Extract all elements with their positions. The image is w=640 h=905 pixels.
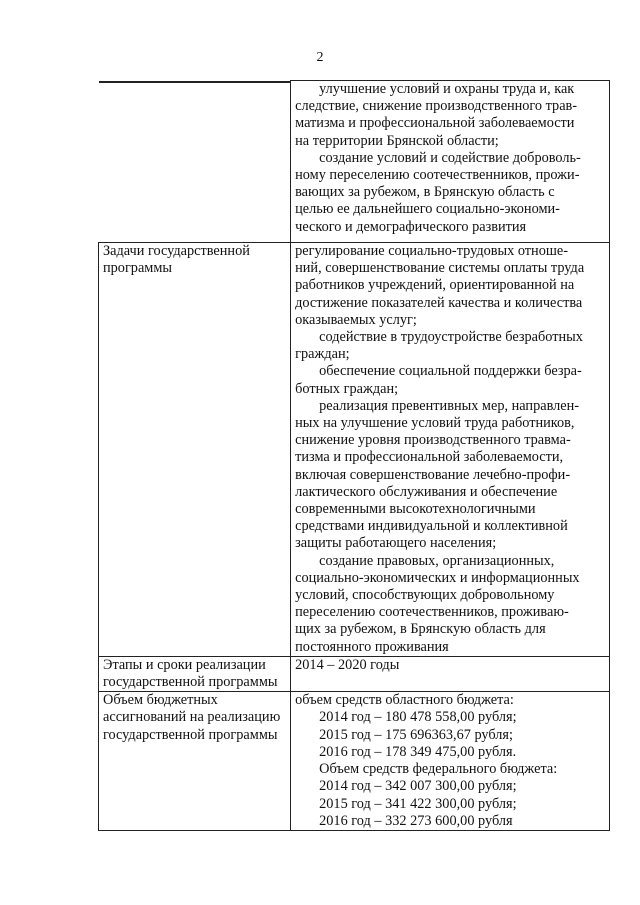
table-row-budget	[99, 692, 610, 831]
stages-value: 2014 – 2020 годы	[295, 656, 400, 673]
row-content	[291, 243, 610, 657]
page-number: 2	[316, 50, 324, 65]
regional-budget-heading: объем средств областного бюджета:	[295, 692, 514, 709]
regional-budget-item: 2014 год – 180 478 558,00 рубля;	[319, 709, 517, 726]
federal-budget-heading: Объем средств федерального бюджета:	[319, 761, 558, 778]
goal-paragraph: создание условий и содействие доброволь- ному переселению соотечественников, прожи- вающих за рубежом, в Брянскую область с целью ее дальнейшего социально-экономи- ческого и демографического развития	[295, 149, 581, 235]
federal-budget-item: 2015 год – 341 422 300,00 рубля;	[319, 795, 517, 812]
task-paragraph: реализация превентивных мер, направлен- ных на улучшение условий труда работников, снижение уровня производственного травма- тизма и профессиональной заболеваемости, включая совершенствование лечебно-профи- лактического обслуживания и обеспечение современными высокотехнологичными средствами индивидуальной и коллективной защиты работающего населения;	[295, 397, 580, 552]
budget-label: Объем бюджетных ассигнований на реализацию государственной программы	[103, 692, 281, 743]
stages-label: Этапы и сроки реализации государственной программы	[103, 656, 278, 691]
federal-budget-item: 2014 год – 342 007 300,00 рубля;	[319, 778, 517, 795]
goal-paragraph: улучшение условий и охраны труда и, как следствие, снижение производственного трав- матизма и профессиональной заболеваемости на территории Брянской области;	[295, 81, 578, 149]
federal-budget-item: 2016 год – 332 273 600,00 рубля	[319, 812, 513, 829]
row-label	[99, 692, 291, 831]
task-paragraph: содействие в трудоустройстве безработных граждан;	[295, 329, 583, 363]
regional-budget-item: 2016 год – 178 349 475,00 рубля.	[319, 743, 517, 760]
row-content	[291, 656, 610, 691]
task-paragraph: регулирование социально-трудовых отноше- ний, совершенствование системы оплаты труда работников учреждений, ориентированной на достижение показателей качества и количества оказываемых услуг;	[295, 243, 585, 328]
tasks-label: Задачи государственной программы	[103, 243, 250, 277]
passport-table	[98, 80, 610, 831]
task-paragraph: обеспечение социальной поддержки безра- ботных граждан;	[295, 363, 582, 397]
task-paragraph: создание правовых, организационных, социально-экономических и информационных условий, способствующих добровольному переселению соотечественников, проживаю- щих за рубежом, в Брянскую область для постоянного проживания	[295, 552, 580, 655]
row-label	[99, 656, 291, 691]
table-row-goals-continued	[99, 81, 610, 243]
row-label	[99, 81, 291, 83]
regional-budget-item: 2015 год – 175 696363,67 рубля;	[319, 726, 513, 743]
table-row-tasks	[99, 243, 610, 657]
table-row-stages	[99, 656, 610, 691]
row-content	[291, 692, 610, 831]
row-label	[99, 243, 291, 657]
row-content	[291, 81, 610, 243]
